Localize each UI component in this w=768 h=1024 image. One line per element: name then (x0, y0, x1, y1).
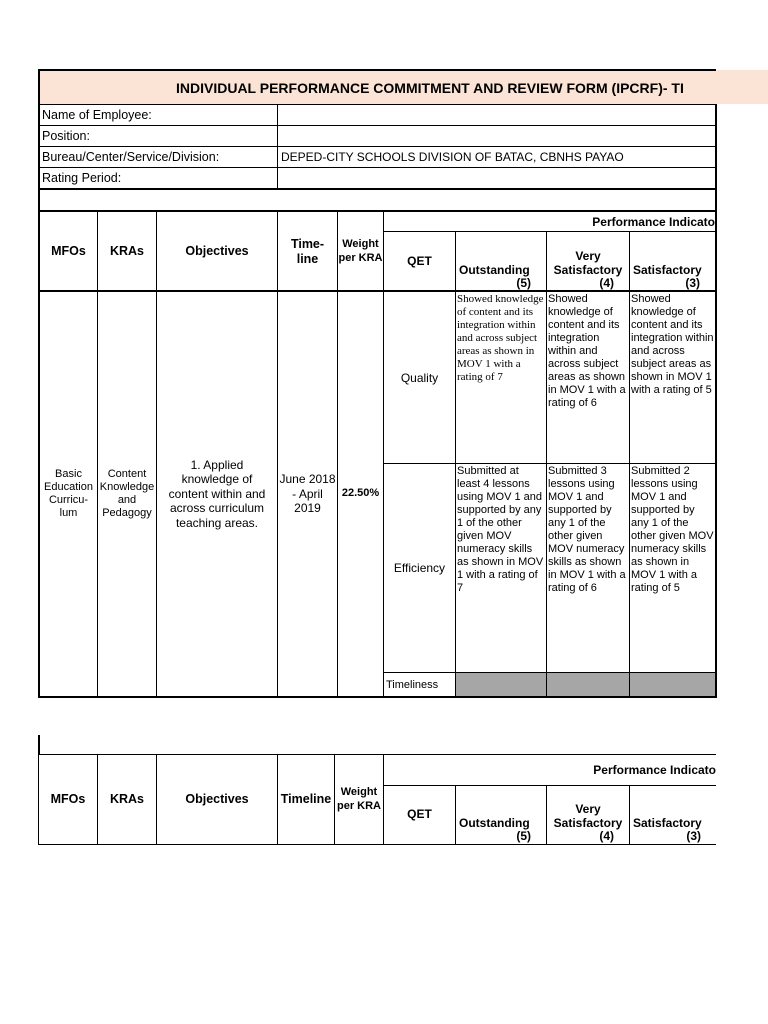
header-weight: Weight per KRA (338, 212, 384, 291)
header-very-satisfactory (547, 232, 630, 291)
header-qet: QET (384, 232, 456, 291)
header-kras: KRAs (98, 212, 157, 291)
outstanding-rating: (5) (516, 275, 531, 290)
t2-header-performance-indicators: Performance Indicato (384, 755, 716, 786)
bureau-label: Bureau/Center/Service/Division: (40, 147, 277, 168)
header-mfos: MFOs (40, 212, 98, 291)
header-objectives: Objectives (157, 212, 278, 291)
quality-satisfactory: Showed knowledge of content and its integration within and across subject areas as shown in MOV 1 with a rating of 5 (630, 292, 715, 464)
name-label: Name of Employee: (40, 105, 277, 126)
qet-efficiency: Efficiency (384, 464, 456, 673)
outstanding-label: Outstanding (459, 262, 530, 277)
header-satisfactory (630, 232, 715, 291)
name-field[interactable] (277, 105, 715, 126)
header-timeline: Time- line (278, 212, 338, 291)
t2-outstanding-rating: (5) (516, 828, 531, 843)
t2-header-qet: QET (384, 786, 456, 844)
very-satisfactory-rating: (4) (599, 275, 614, 290)
satisfactory-rating: (3) (685, 275, 700, 290)
t2-header-satisfactory (630, 786, 716, 844)
bureau-field[interactable]: DEPED-CITY SCHOOLS DIVISION OF BATAC, CBNHS PAYAO (277, 147, 715, 168)
t2-very-satisfactory-rating: (4) (599, 828, 614, 843)
efficiency-very-satisfactory: Submitted 3 lessons using MOV 1 and supported by any 1 of the other given MOV numeracy skills as shown in MOV 1 with a rating of 6 (547, 464, 630, 673)
t2-outstanding-label: Outstanding (459, 815, 530, 830)
t2-header-timeline: Timeline (278, 755, 335, 844)
t2-header-weight: Weight per KRA (335, 755, 384, 844)
quality-outstanding: Showed knowledge of content and its integration within and across subject areas as shown in MOV 1 with a rating of 7 (456, 292, 547, 464)
t2-header-very-satisfactory (547, 786, 630, 844)
t2-header-kras: KRAs (98, 755, 157, 844)
title-band (716, 70, 768, 104)
position-label: Position: (40, 126, 277, 147)
cell-kra: Content Knowledge and Pedagogy (98, 292, 157, 696)
rating-period-field[interactable] (277, 168, 715, 190)
t2-header-outstanding (456, 786, 547, 844)
timeliness-satisfactory (630, 673, 715, 696)
efficiency-satisfactory: Submitted 2 lessons using MOV 1 and supported by any 1 of the other given MOV numeracy skills as shown in MOV 1 with a rating of 5 (630, 464, 715, 673)
header-outstanding (456, 232, 547, 291)
satisfactory-label: Satisfactory (633, 262, 702, 277)
t2-header-objectives: Objectives (157, 755, 278, 844)
spacer-row (38, 190, 717, 210)
rating-period-label: Rating Period: (40, 168, 277, 190)
cell-weight: 22.50% (338, 292, 384, 696)
form-title: INDIVIDUAL PERFORMANCE COMMITMENT AND REVIEW FORM (IPCRF)- TI (38, 69, 716, 104)
header-performance-indicators: Performance Indicato (384, 212, 715, 232)
cell-timeline: June 2018 - April 2019 (278, 292, 338, 696)
cell-objective: 1. Applied knowledge of content within and across curriculum teaching areas. (157, 292, 278, 696)
cell-mfo: Basic Education Curricu- lum (40, 292, 98, 696)
timeliness-very-satisfactory (547, 673, 630, 696)
t2-satisfactory-label: Satisfactory (633, 815, 702, 830)
position-field[interactable] (277, 126, 715, 147)
qet-quality: Quality (384, 292, 456, 464)
timeliness-outstanding (456, 673, 547, 696)
t2-header-mfos: MFOs (39, 755, 98, 844)
quality-very-satisfactory: Showed knowledge of content and its integration within and across subject areas as shown in MOV 1 with a rating of 6 (547, 292, 630, 464)
t2-satisfactory-rating: (3) (686, 828, 701, 843)
t2-very-satisfactory-label: Very Satisfactory (553, 802, 623, 830)
qet-timeliness: Timeliness (384, 673, 456, 696)
table2-left-mark (38, 735, 40, 754)
very-satisfactory-label: Very Satisfactory (553, 249, 623, 277)
efficiency-outstanding: Submitted at least 4 lessons using MOV 1 and supported by any 1 of the other given MOV numeracy skills as shown in MOV 1 with a rating of 7 (456, 464, 547, 673)
